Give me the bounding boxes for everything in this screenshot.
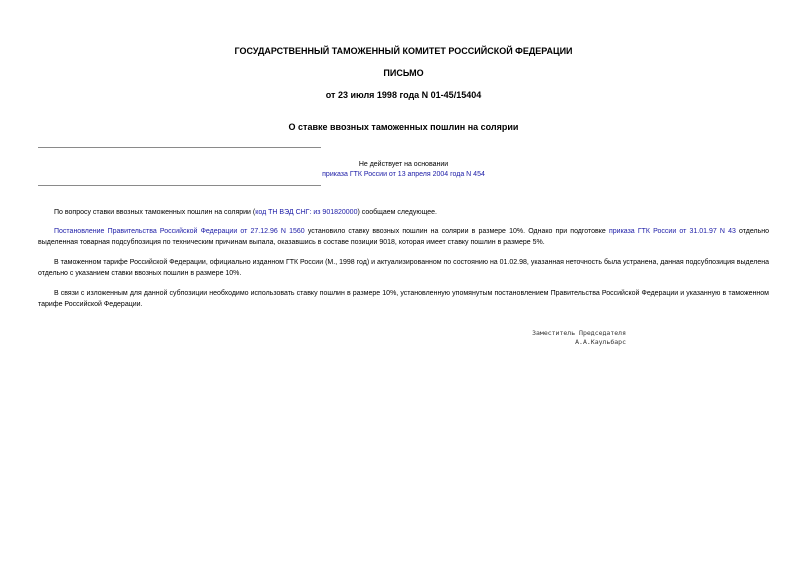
paragraph-1 [38,207,769,218]
paragraph-4-text: В связи с изложенным для данной субпозиции необходимо использовать ставку пошлин в размере 10%, установленную упомянутым постановлением Правительства Российской Федерации и указанную в таможенном тарифе Российской Федерации. [38,290,769,308]
paragraph-3 [38,257,769,279]
status-divider-bottom [38,185,321,186]
signature-position: Заместитель Председателя [532,329,626,337]
gtk-order-link[interactable]: приказа ГТК России от 31.01.97 N 43 [608,228,736,235]
document-type: ПИСЬМО [383,68,424,78]
paragraph-2-text-1: установило ставку ввозных пошлин на солярии в размере 10%. Однако при подготовке [304,228,609,235]
paragraph-1-text-end: ) сообщаем следующее. [357,209,437,216]
paragraph-2 [38,226,769,248]
status-divider-top [38,147,321,148]
paragraph-2-text-2: отдельно выделенная товарная подсубпозиция по техническим причинам выпала, оказавшись в составе позиции 9018, которая имеет ставку пошлин в размере 5%. [38,228,769,246]
status-note-text: Не действует на основании [358,161,449,168]
signature-name: А.А.Каульбарс [575,338,626,346]
repeal-order-link[interactable]: приказа ГТК России от 13 апреля 2004 года N 454 [322,171,485,178]
tn-ved-code-link[interactable]: код ТН ВЭД СНГ: из 901820000 [255,209,358,216]
document-subject: О ставке ввозных таможенных пошлин на солярии [288,122,519,132]
paragraph-1-text-start: По вопросу ставки ввозных таможенных пошлин на солярии ( [54,209,256,216]
paragraph-3-text: В таможенном тарифе Российской Федерации, официально изданном ГТК России (М., 1998 год) и актуализированном по состоянию на 01.02.98, указанная неточность была устранена, данная подсубпозиция выделена отдельно с указанием ставки ввозных пошлин в размере 10%. [38,259,769,277]
status-note-row [0,170,807,179]
paragraph-4 [38,288,769,310]
document-date-number: от 23 июля 1998 года N 01-45/15404 [325,90,482,100]
government-resolution-link[interactable]: Постановление Правительства Российской Федерации от 27.12.96 N 1560 [54,228,305,235]
agency-heading: ГОСУДАРСТВЕННЫЙ ТАМОЖЕННЫЙ КОМИТЕТ РОССИЙСКОЙ ФЕДЕРАЦИИ [234,46,573,56]
